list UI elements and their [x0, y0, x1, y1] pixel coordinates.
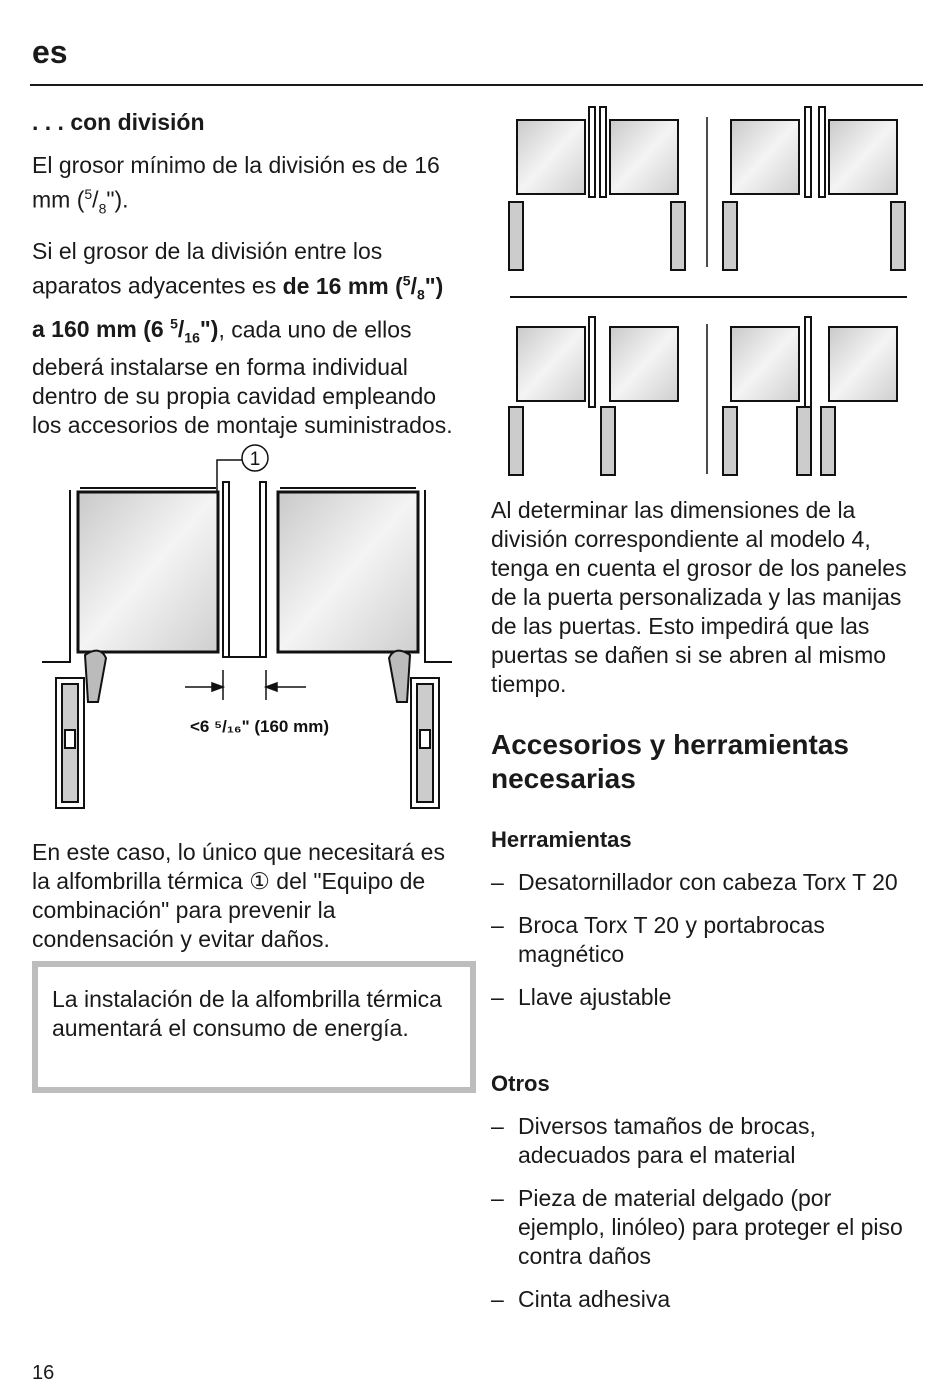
- note-box: [32, 961, 476, 1093]
- tools-list: [491, 868, 921, 1012]
- list-item: – Broca Torx T 20 y portabrocas magnético: [491, 912, 825, 967]
- paragraph-model-4: Al determinar las dimensiones de la división correspondiente al modelo 4, tenga en cuenta el grosor de los paneles de la puerta personalizada y las manijas de las puertas. Esto impedirá que las puertas se dañen si se abren al mismo tiempo.: [491, 497, 907, 697]
- list-item: – Pieza de material delgado (por ejemplo, linóleo) para proteger el piso contra daños: [491, 1185, 903, 1269]
- variant-2: [723, 107, 905, 270]
- right-door-hinge: [389, 651, 439, 808]
- list-item: – Diversos tamaños de brocas, adecuados para el material: [491, 1113, 816, 1168]
- language-code: es: [32, 34, 68, 70]
- left-door-hinge: [56, 651, 106, 808]
- installation-variants-diagram: [505, 102, 913, 482]
- tools-heading: Herramientas: [491, 827, 632, 852]
- dimension-arrows: [185, 670, 306, 700]
- callout-number: 1: [249, 449, 261, 470]
- accessories-section: [491, 728, 921, 796]
- right-appliance: [278, 488, 418, 652]
- tools-section: [491, 826, 921, 1026]
- note-text: La instalación de la alfombrilla térmica aumentará el consumo de energía.: [52, 986, 442, 1041]
- paragraph-thickness-range: Si el grosor de la división entre los aparatos adyacentes es de 16 mm $(^5/_8")$ a 160 mm (6 $^5/_{16}$"), cada uno de ellos deberá instalarse en forma individual dentro de su propia cavidad empleando los accesorios de montaje suministrados.: [32, 238, 453, 438]
- variant-1: [509, 107, 685, 270]
- paragraph-min-thickness: El grosor mínimo de la división es de 16 mm $(^5/_8")$.: [32, 152, 440, 217]
- variant-3: [509, 317, 678, 475]
- partition-panel: [223, 482, 266, 657]
- right-column: [491, 496, 921, 699]
- other-section: [491, 1070, 921, 1328]
- partition-diagram: [40, 440, 455, 820]
- page-number: 16: [32, 1362, 55, 1384]
- list-item: – Cinta adhesiva: [491, 1286, 671, 1312]
- header-rule: [30, 84, 923, 86]
- variant-4: [723, 317, 897, 475]
- list-item: – Llave ajustable: [491, 984, 672, 1010]
- accessories-heading: Accesorios y herramientas necesarias: [491, 729, 849, 794]
- other-heading: Otros: [491, 1071, 550, 1096]
- other-list: [491, 1112, 921, 1314]
- section-subheading: . . . con división: [32, 109, 205, 135]
- left-column: [32, 108, 462, 440]
- left-appliance: [78, 488, 218, 652]
- paragraph-thermal-mat: En este caso, lo único que necesitará es la alfombrilla térmica ① del "Equipo de combinación" para prevenir la condensación y evitar daños.: [32, 839, 445, 952]
- dimension-label: <6 ⁵/₁₆" (160 mm): [190, 717, 329, 736]
- list-item: – Desatornillador con cabeza Torx T 20: [491, 869, 898, 895]
